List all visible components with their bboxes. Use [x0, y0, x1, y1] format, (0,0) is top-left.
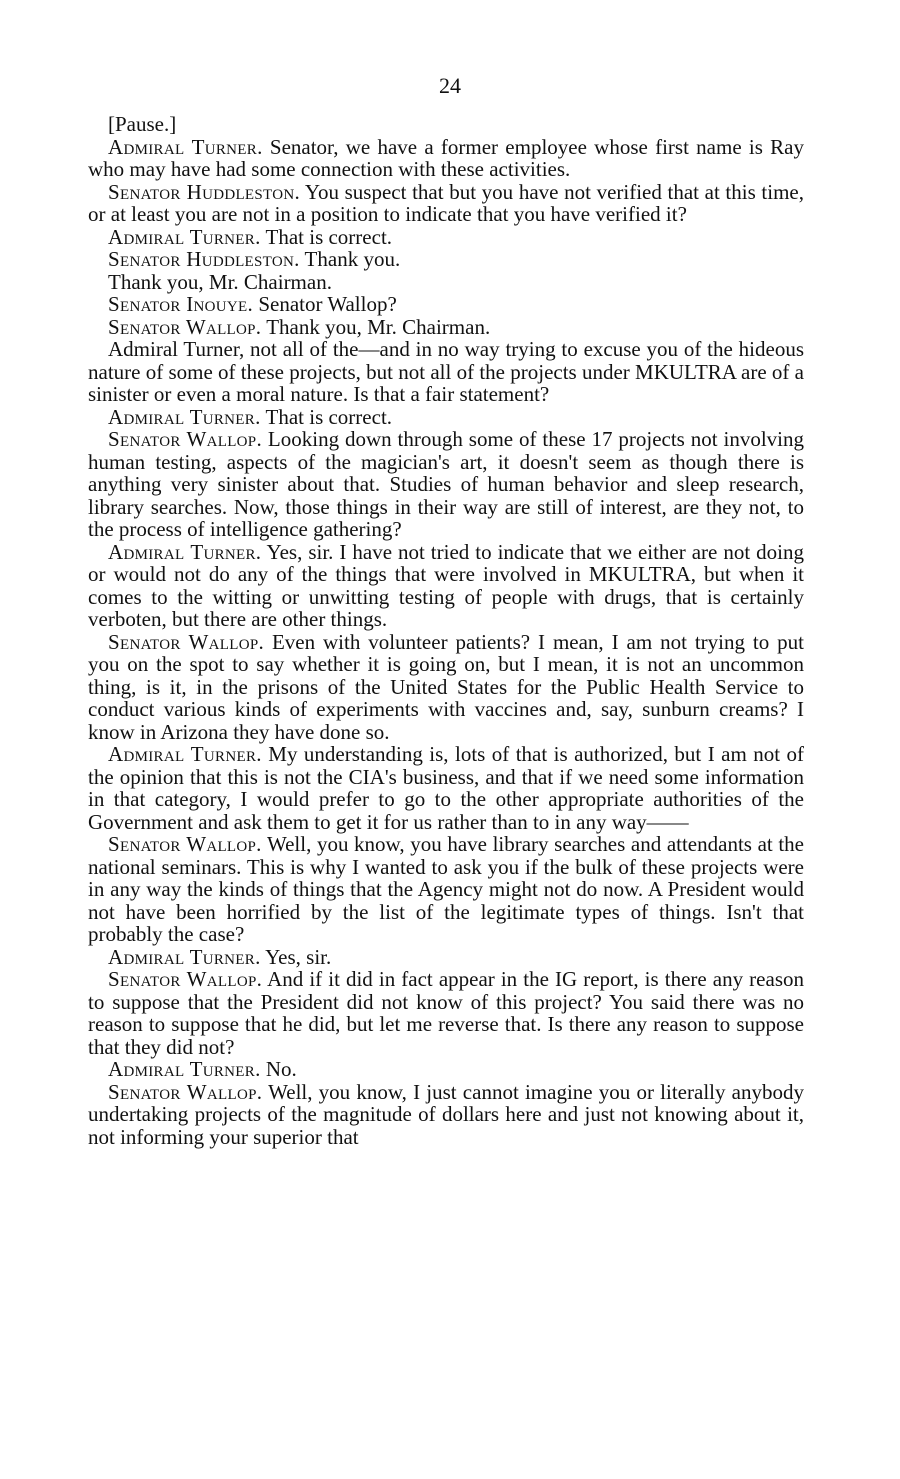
transcript-paragraph [88, 1058, 804, 1081]
speaker-name: Senator Wallop. [108, 832, 262, 856]
speaker-name: Admiral Turner. [108, 539, 262, 564]
paragraph-text: Thank you. [304, 247, 401, 271]
paragraph-text: Admiral Turner, not all of the—and in no way trying to excuse you of the hideous nature of some of these projects, but not all of the projects under MKULTRA are of a sinister or even a moral nature. Is that a fair statement? [88, 337, 804, 406]
speaker-name: Admiral Turner. [108, 134, 263, 159]
paragraph-text: Well, you know, you have library searches and attendants at the national seminars. This is why I wanted to ask you if the bulk of these projects were in any way the kinds of things that the Agency might not do now. A President would not have been horrified by the list of the legitimate types of things. Isn't that probably the case? [88, 832, 804, 946]
speaker-name: Admiral Turner. [108, 944, 261, 969]
paragraph-text: Thank you, Mr. Chairman. [108, 269, 332, 294]
speaker-name: Senator Wallop. [108, 629, 265, 654]
transcript-paragraph [88, 406, 804, 429]
transcript-paragraph [88, 833, 804, 946]
transcript-paragraph [88, 968, 804, 1058]
paragraph-text: You suspect that but you have not verified that at this time, or at least you are not in a position to indicate that you have verified it? [88, 179, 804, 226]
speaker-name: Admiral Turner. [108, 224, 261, 249]
speaker-name: Senator Wallop. [108, 427, 263, 451]
paragraph-text: My understanding is, lots of that is authorized, but I am not of the opinion that this is not the CIA's business, and that if we need some information in that category, I would prefer to go to the other appropriate authorities of the Government and ask them to get it for us rather than to in any way—— [88, 742, 805, 834]
transcript-paragraph [88, 226, 804, 249]
hearing-transcript [88, 113, 804, 1148]
paragraph-text: That is correct. [265, 224, 393, 249]
speaker-name: Senator Wallop. [108, 314, 262, 339]
speaker-name: Admiral Turner. [108, 404, 261, 429]
transcript-paragraph [88, 293, 804, 316]
paragraph-text: No. [265, 1057, 297, 1081]
transcript-paragraph [88, 631, 804, 744]
speaker-name: Senator Wallop. [108, 1079, 263, 1104]
transcript-paragraph [88, 338, 804, 406]
speaker-name: Senator Huddleston. [108, 247, 300, 271]
paragraph-text: Senator, we have a former employee whose first name is Ray who may have had some connection with these activities. [88, 134, 804, 181]
speaker-name: Senator Inouye. [108, 292, 254, 316]
paragraph-text: Well, you know, I just cannot imagine you or literally anybody undertaking projects of the magnitude of dollars here and just not knowing about it, not informing your superior that [88, 1079, 804, 1149]
transcript-paragraph [88, 181, 804, 226]
transcript-paragraph [88, 541, 804, 631]
paragraph-text: Thank you, Mr. Chairman. [266, 314, 491, 339]
paragraph-text: [Pause.] [108, 112, 177, 136]
transcript-paragraph [88, 271, 804, 294]
paragraph-text: Looking down through some of these 17 projects not involving human testing, aspects of the magician's art, it doesn't seem as though there is anything very sinister about that. Studies of human behavior and sleep research, library searches. Now, those things in their way are still of interest, are they not, to the process of intelligence gathering? [88, 427, 804, 541]
transcript-paragraph [88, 316, 804, 339]
speaker-name: Admiral Turner. [108, 1057, 261, 1081]
speaker-name: Senator Huddleston. [108, 179, 301, 204]
transcript-paragraph [88, 113, 804, 136]
paragraph-text: Yes, sir. I have not tried to indicate that we either are not doing or would not do any of the things that were involved in MKULTRA, but when it comes to the witting or unwitting testing of people with drugs, that is certainly verboten, but there are other things. [88, 539, 804, 631]
paragraph-text: And if it did in fact appear in the IG report, is there any reason to suppose that the President did not know of this project? You said there was no reason to suppose that he did, but let me reverse that. Is there any reason to suppose that they did not? [88, 967, 804, 1059]
transcript-paragraph [88, 743, 804, 833]
paragraph-text: That is correct. [265, 404, 393, 429]
paragraph-text: Yes, sir. [265, 944, 332, 969]
paragraph-text: Senator Wallop? [258, 292, 397, 316]
transcript-paragraph [88, 946, 804, 969]
page-number: 24 [439, 73, 461, 98]
transcript-paragraph [88, 428, 804, 541]
paragraph-text: Even with volunteer patients? I mean, I am not trying to put you on the spot to say whether it is going on, but I mean, it is not an uncommon thing, is it, in the prisons of the United States for the Public Health Service to conduct various kinds of experiments with vaccines and, say, sunburn creams? I know in Arizona they have done so. [88, 629, 804, 744]
transcript-paragraph [88, 1081, 804, 1149]
transcript-paragraph [88, 136, 804, 181]
transcript-paragraph [88, 248, 804, 271]
speaker-name: Admiral Turner. [108, 742, 262, 766]
speaker-name: Senator Wallop. [108, 967, 263, 991]
